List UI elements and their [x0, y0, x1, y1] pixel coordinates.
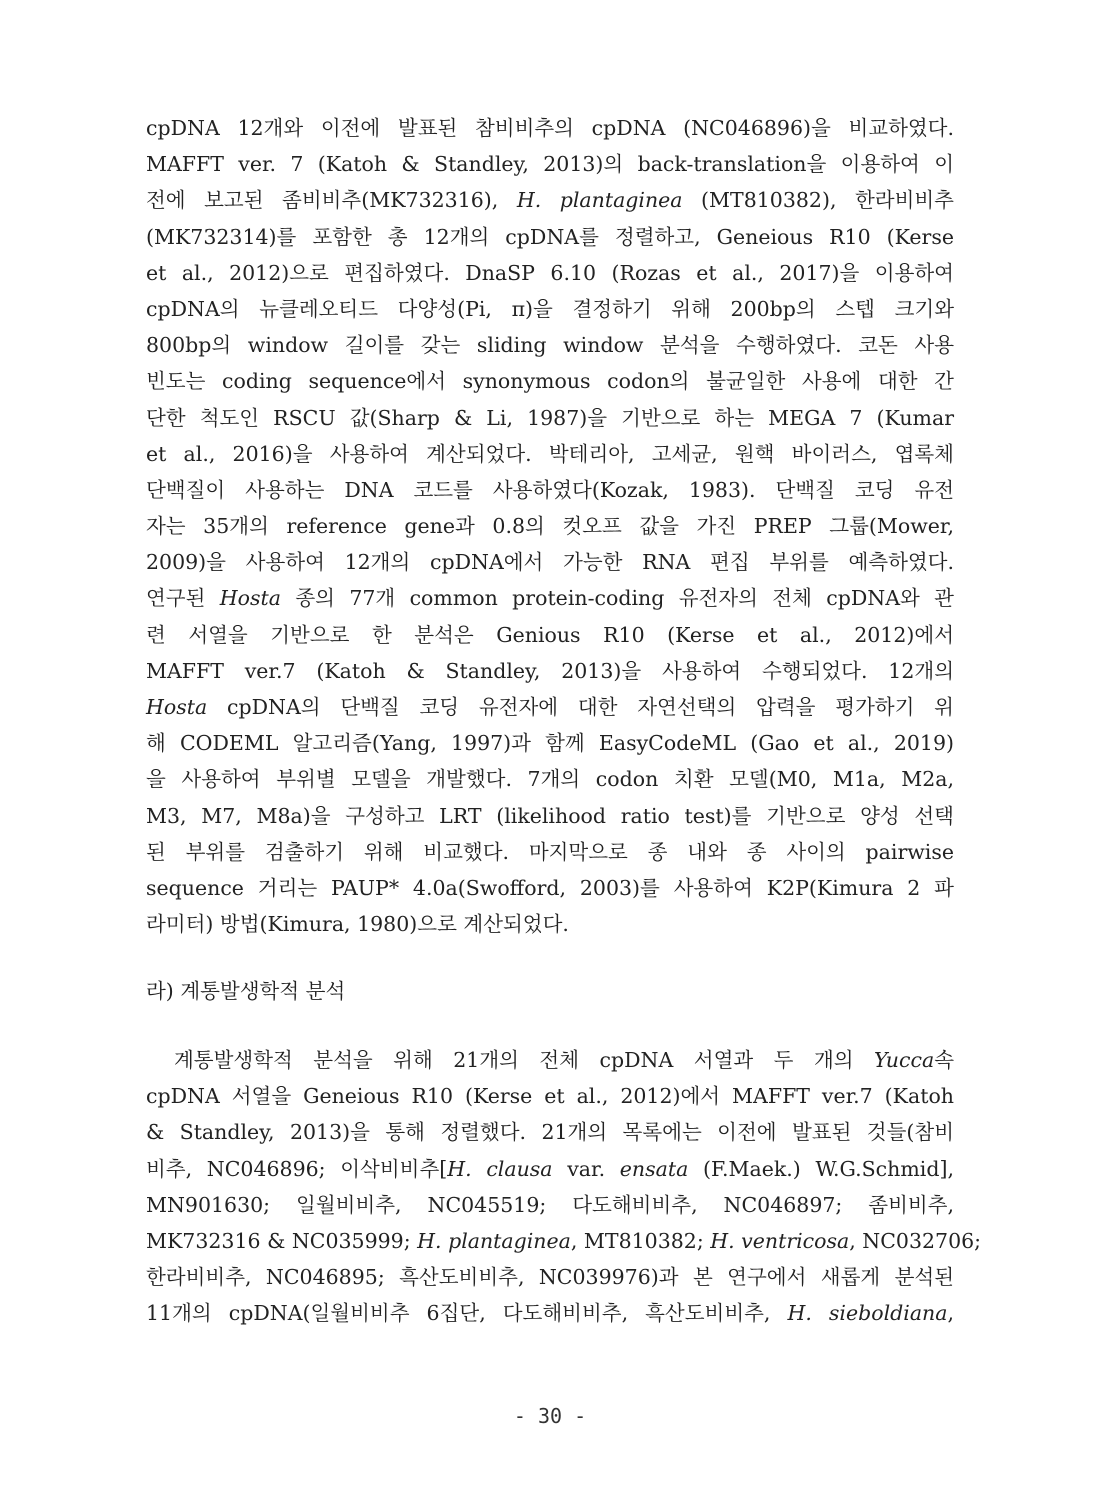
text-line: 된 부위를 검출하기 위해 비교했다. 마지막으로 종 내와 종 사이의 pairwise	[146, 839, 954, 864]
text-segment: 연구된	[146, 586, 220, 611]
species-name: H. plantaginea	[417, 1228, 571, 1253]
text-line	[146, 182, 954, 218]
text-line	[146, 1042, 954, 1078]
paragraph-methods-cpdna	[146, 110, 954, 942]
text-segment: 계통발생학적 분석을 위해 21개의 전체 cpDNA 서열과 두 개의	[174, 1048, 875, 1072]
text-line	[146, 689, 954, 725]
text-line: MAFFT ver. 7 (Katoh & Standley, 2013)의 back-translation을 이용하여 이	[146, 152, 954, 177]
text-line: 련 서열을 기반으로 한 분석은 Genious R10 (Kerse et al., 2012)에서	[146, 622, 954, 647]
section-heading: 라) 계통발생학적 분석	[146, 979, 346, 1003]
text-segment: 속	[934, 1048, 954, 1072]
text-line: 한라비비추, NC046895; 흑산도비비추, NC039976)과 본 연구에서 새롭게 분석된	[146, 1265, 954, 1290]
text-segment: 11개의 cpDNA(일월비비추 6집단, 다도해비비추, 흑산도비비추,	[146, 1301, 788, 1326]
text-line: MAFFT ver.7 (Katoh & Standley, 2013)을 사용하여 수행되었다. 12개의	[146, 658, 954, 683]
species-name: H. ventricosa	[710, 1228, 850, 1253]
genus-name: Hosta	[219, 586, 281, 611]
text-line: et al., 2012)으로 편집하였다. DnaSP 6.10 (Rozas et al., 2017)을 이용하여	[146, 260, 954, 285]
text-segment: 비추, NC046896; 이삭비비추[	[146, 1156, 448, 1181]
text-line	[146, 1151, 954, 1187]
text-segment: (F.Maek.) W.G.Schmid],	[688, 1156, 954, 1181]
text-segment: 종의 77개 common protein-coding 유전자의 전체 cpDNA와 관	[280, 586, 954, 611]
text-line: 해 CODEML 알고리즘(Yang, 1997)과 함께 EasyCodeML (Gao et al., 2019)	[146, 731, 954, 756]
text-line: M3, M7, M8a)을 구성하고 LRT (likelihood ratio test)를 기반으로 양성 선택	[146, 803, 954, 828]
text-line	[146, 1223, 982, 1259]
text-line: cpDNA 12개와 이전에 발표된 참비비추의 cpDNA (NC046896)을 비교하였다.	[146, 116, 954, 140]
text-line: 단한 척도인 RSCU 값(Sharp & Li, 1987)을 기반으로 하는 MEGA 7 (Kumar	[146, 405, 954, 430]
text-line	[146, 1295, 954, 1331]
text-line: et al., 2016)을 사용하여 계산되었다. 박테리아, 고세균, 원핵 바이러스, 엽록체	[146, 441, 954, 466]
text-line: 단백질이 사용하는 DNA 코드를 사용하였다(Kozak, 1983). 단백질 코딩 유전	[146, 477, 954, 502]
text-line: 라미터) 방법(Kimura, 1980)으로 계산되었다.	[146, 912, 569, 937]
genus-name: Hosta	[146, 695, 208, 719]
text-segment: var.	[552, 1156, 620, 1181]
variety-name: ensata	[619, 1156, 689, 1181]
text-segment: , NC032706;	[849, 1228, 982, 1253]
species-name: H. plantaginea	[516, 188, 683, 213]
text-line: cpDNA 서열을 Geneious R10 (Kerse et al., 2012)에서 MAFFT ver.7 (Katoh	[146, 1084, 954, 1109]
text-segment: , MT810382;	[570, 1228, 711, 1253]
species-name: H. clausa	[447, 1156, 553, 1181]
text-line: 빈도는 coding sequence에서 synonymous codon의 불균일한 사용에 대한 간	[146, 369, 954, 394]
text-segment: 전에 보고된 좀비비추(MK732316),	[146, 188, 517, 213]
text-line: 800bp의 window 길이를 갖는 sliding window 분석을 수행하였다. 코돈 사용	[146, 333, 954, 358]
text-segment: (MT810382), 한라비비추	[682, 188, 954, 213]
text-line: 2009)을 사용하여 12개의 cpDNA에서 가능한 RNA 편집 부위를 예측하였다.	[146, 550, 954, 575]
text-segment: MK732316 & NC035999;	[146, 1228, 418, 1253]
text-segment: ,	[947, 1301, 954, 1326]
page-number: - 30 -	[513, 1404, 587, 1428]
text-line: (MK732314)를 포함한 총 12개의 cpDNA를 정렬하고, Geneious R10 (Kerse	[146, 224, 954, 249]
text-line: & Standley, 2013)을 통해 정렬했다. 21개의 목록에는 이전에 발표된 것들(참비	[146, 1120, 954, 1145]
text-line: sequence 거리는 PAUP* 4.0a(Swofford, 2003)를 사용하여 K2P(Kimura 2 파	[146, 875, 954, 900]
text-line	[146, 580, 954, 616]
paragraph-phylogenetic-analysis	[146, 1042, 982, 1332]
text-line: MN901630; 일월비비추, NC045519; 다도해비비추, NC046897; 좀비비추,	[146, 1192, 954, 1217]
text-segment: cpDNA의 단백질 코딩 유전자에 대한 자연선택의 압력을 평가하기 위	[207, 695, 954, 719]
text-line: cpDNA의 뉴클레오티드 다양성(Pi, π)을 결정하기 위해 200bp의 스텝 크기와	[146, 296, 954, 321]
genus-name: Yucca	[874, 1048, 935, 1072]
text-line: 을 사용하여 부위별 모델을 개발했다. 7개의 codon 치환 모델(M0, M1a, M2a,	[146, 767, 954, 792]
text-line: 자는 35개의 reference gene과 0.8의 컷오프 값을 가진 PREP 그룹(Mower,	[146, 514, 954, 539]
species-name: H. sieboldiana	[787, 1301, 948, 1326]
